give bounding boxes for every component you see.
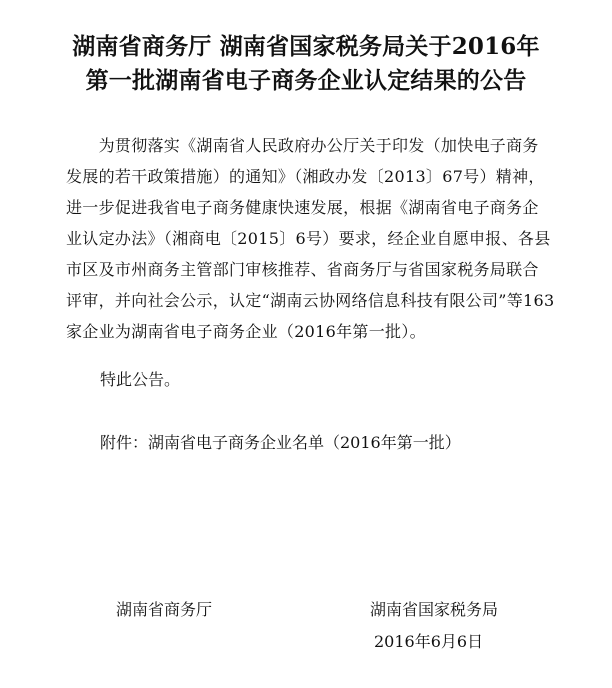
body-line: 评审，并向社会公示，认定“湖南云协网络信息科技有限公司”等163 — [66, 291, 555, 310]
announcement-body — [66, 130, 586, 347]
page-title-line-2: 第一批湖南省电子商务企业认定结果的公告 — [85, 67, 527, 94]
page-title-line-1: 湖南省商务厅 湖南省国家税务局关于2016年 — [72, 33, 540, 60]
closing-remark: 特此公告。 — [100, 370, 181, 389]
body-line: 进一步促进我省电子商务健康快速发展，根据《湖南省电子商务企 — [66, 198, 539, 217]
signature-date: 2016年6月6日 — [374, 632, 484, 651]
body-line: 为贯彻落实《湖南省人民政府办公厅关于印发（加快电子商务 — [66, 136, 539, 155]
body-line: 市区及市州商务主管部门审核推荐、省商务厅与省国家税务局联合 — [66, 260, 539, 279]
signature-commerce-department: 湖南省商务厅 — [116, 600, 213, 619]
attachment-note: 附件：湖南省电子商务企业名单（2016年第一批） — [100, 433, 461, 452]
body-line: 发展的若干政策措施）的通知》（湘政办发〔2013〕67号）精神， — [66, 167, 545, 186]
signature-tax-bureau: 湖南省国家税务局 — [370, 600, 499, 619]
body-line: 家企业为湖南省电子商务企业（2016年第一批）。 — [66, 322, 426, 341]
body-line: 业认定办法》（湘商电〔2015〕6号）要求，经企业自愿申报、各县 — [66, 229, 551, 248]
